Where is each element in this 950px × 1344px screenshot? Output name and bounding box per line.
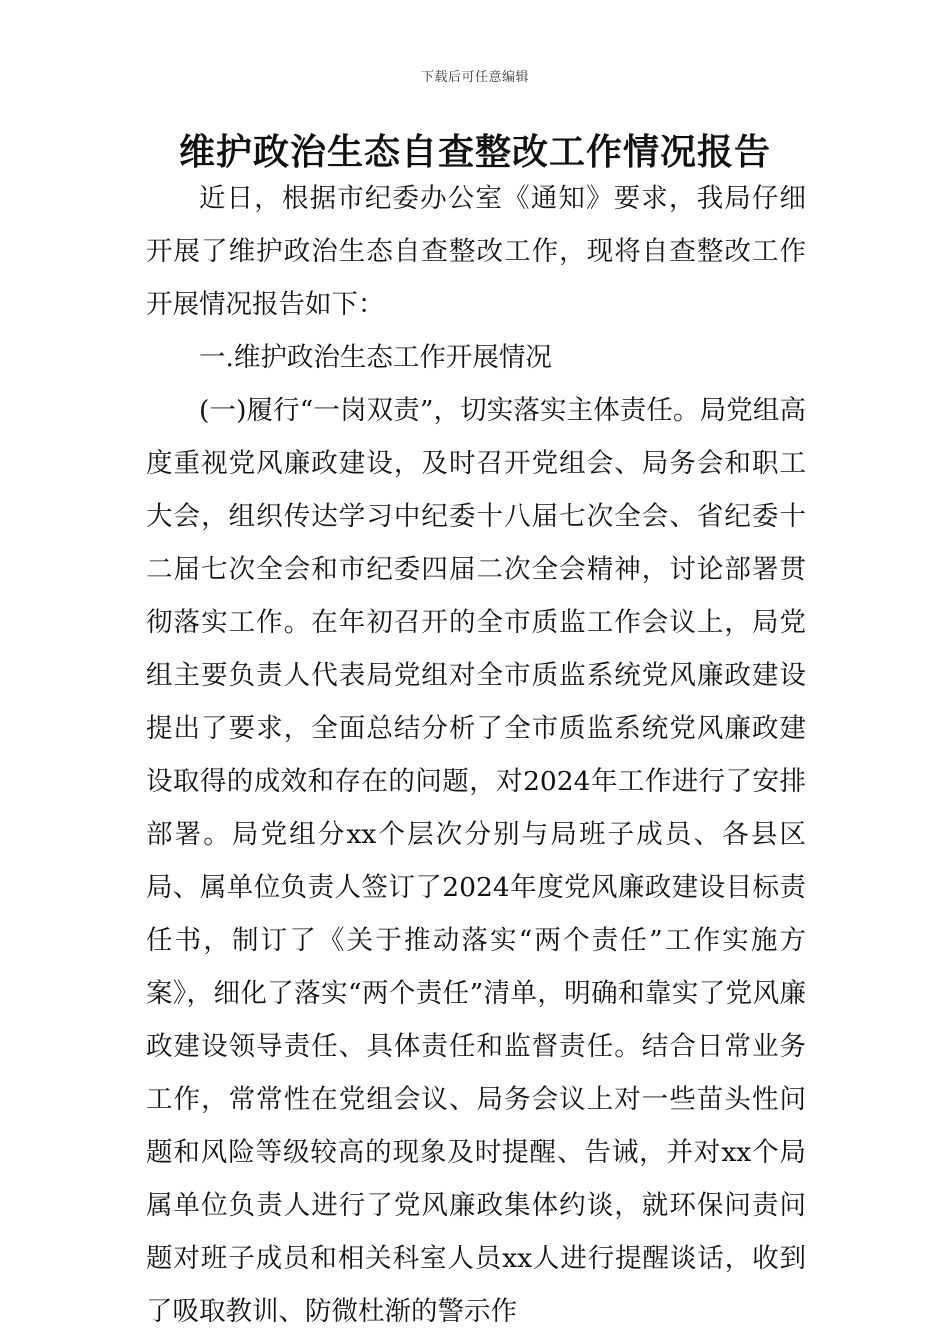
section-heading: 一.维护政治生态工作开展情况 (199, 342, 552, 373)
body-paragraph: (一)履行“一岗双责”，切实落实主体责任。局党组高度重视党风廉政建设，及时召开党组会、局务会和职工大会，组织传达学习中纪委十八届七次全会、省纪委十二届七次全会和市纪委四届二次全会精神，讨论部署贯彻落实工作。在年初召开的全市质监工作会议上，局党组主要负责人代表局党组对全市质监系统党风廉政建设提出了要求，全面总结分析了全市质监系统党风廉政建设取得的成效和存在的问题，对2024年工作进行了安排部署。局党组分xx个层次分别与局班子成员、各县区局、属单位负责人签订了2024年度党风廉政建设目标责任书，制订了《关于推动落实“两个责任”工作实施方案》，细化了落实“两个责任”清单，明确和靠实了党风廉政建设领导责任、具体责任和监督责任。结合日常业务工作，常常性在党组会议、局务会议上对一些苗头性问题和风险等级较高的现象及时提醒、告诫，并对xx个局属单位负责人进行了党风廉政集体约谈，就环保问责问题对班子成员和相关科室人员xx人进行提醒谈话，收到了吸取教训、防微杜渐的警示作 (146, 395, 806, 1327)
header-note: 下载后可任意编辑 (420, 70, 529, 85)
document-title: 维护政治生态自查整改工作情况报告 (178, 132, 771, 173)
intro-paragraph: 近日，根据市纪委办公室《通知》要求，我局仔细开展了维护政治生态自查整改工作，现将自查整改工作开展情况报告如下： (146, 183, 806, 320)
document-body (146, 172, 806, 1338)
